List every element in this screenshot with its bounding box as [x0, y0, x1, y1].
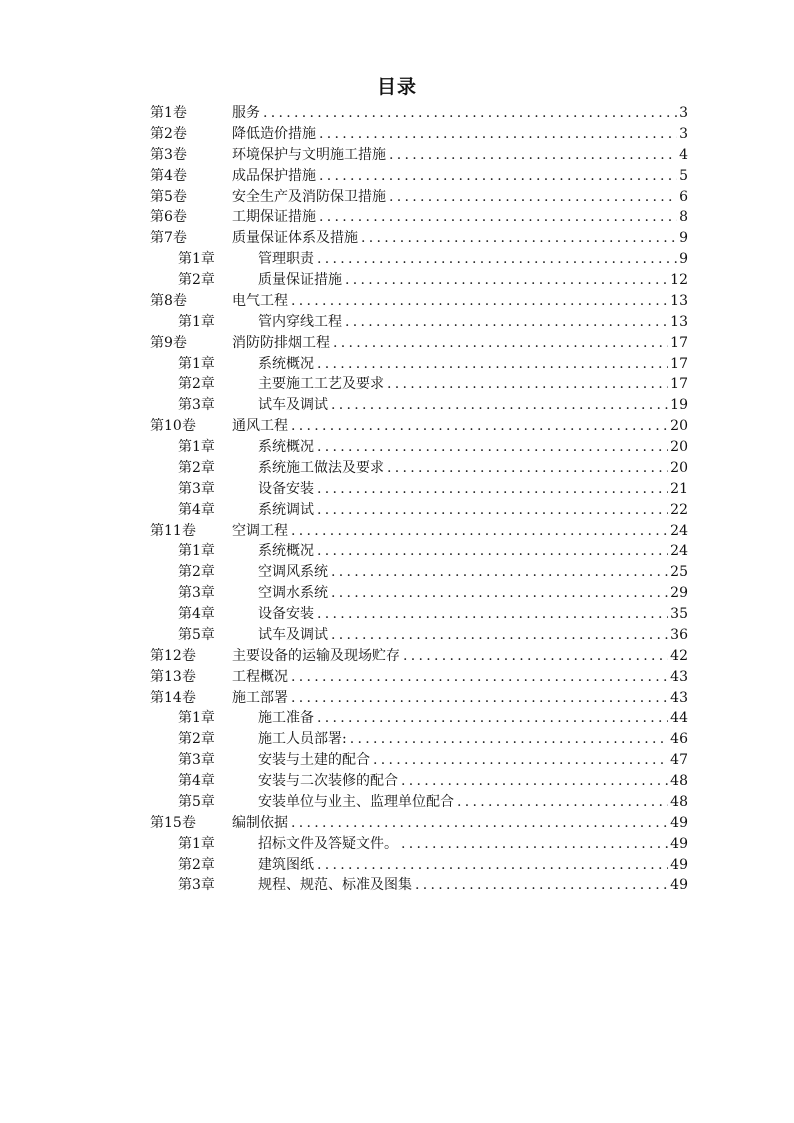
toc-entry-label: 第5章 — [178, 793, 215, 810]
toc-entry-title: 电气工程 — [232, 292, 288, 309]
toc-entry-page: 47 — [670, 752, 688, 769]
toc-dot-leader — [317, 708, 668, 729]
toc-dot-leader — [319, 124, 677, 145]
toc-entry-page: 29 — [670, 585, 688, 602]
toc-entry-page: 3 — [679, 125, 688, 142]
toc-entry-page: 12 — [670, 272, 688, 288]
toc-entry-page: 13 — [670, 292, 688, 309]
toc-chapter-entry[interactable] — [150, 562, 688, 583]
toc-dot-leader — [317, 500, 668, 521]
toc-entry-label: 第9卷 — [150, 334, 187, 351]
toc-entry-label: 第12卷 — [150, 647, 196, 664]
toc-entry-page: 17 — [670, 355, 688, 372]
toc-entry-label: 第14卷 — [150, 689, 196, 706]
toc-entry-label: 第1章 — [178, 543, 215, 560]
toc-entry-label: 第1章 — [178, 710, 215, 727]
toc-dot-leader — [401, 771, 668, 792]
toc-entry-page: 13 — [670, 313, 688, 330]
toc-entry-title: 质量保证体系及措施 — [232, 230, 358, 247]
toc-entry-label: 第10卷 — [150, 418, 196, 435]
toc-entry-title: 设备安装 — [258, 606, 314, 622]
toc-dot-leader — [317, 479, 668, 500]
toc-entry-page: 49 — [670, 856, 688, 873]
toc-entry-page: 8 — [679, 209, 688, 226]
toc-entry-title: 施工准备 — [258, 710, 314, 727]
toc-volume-entry[interactable] — [150, 166, 688, 187]
toc-entry-page: 25 — [670, 564, 688, 581]
toc-dot-leader — [331, 395, 668, 416]
toc-entry-title: 工程概况 — [232, 668, 288, 685]
toc-entry-label: 第3章 — [178, 585, 215, 602]
toc-chapter-entry[interactable] — [150, 625, 688, 646]
toc-entry-label: 第5章 — [178, 626, 215, 643]
toc-entry-title: 系统概况 — [258, 355, 314, 372]
toc-chapter-entry[interactable] — [150, 729, 688, 750]
toc-chapter-entry[interactable] — [150, 855, 688, 876]
toc-entry-title: 空调工程 — [232, 522, 288, 539]
toc-entry-page: 48 — [670, 773, 688, 789]
toc-entry-label: 第1章 — [178, 835, 215, 852]
toc-entry-label: 第1卷 — [150, 105, 187, 121]
toc-dot-leader — [291, 291, 668, 312]
toc-entry-title: 试车及调试 — [258, 397, 328, 414]
toc-dot-leader — [387, 374, 668, 395]
toc-entry-label: 第13卷 — [150, 668, 196, 685]
toc-dot-leader — [361, 228, 677, 249]
toc-entry-title: 空调水系统 — [258, 585, 328, 602]
toc-dot-leader — [345, 312, 668, 333]
toc-chapter-entry[interactable] — [150, 458, 688, 479]
toc-chapter-entry[interactable] — [150, 792, 688, 813]
toc-dot-leader — [319, 207, 677, 228]
toc-entry-title: 招标文件及答疑文件。 — [258, 835, 398, 852]
toc-entry-label: 第7卷 — [150, 230, 187, 247]
toc-entry-page: 24 — [670, 522, 688, 539]
toc-entry-title: 编制依据 — [232, 814, 288, 831]
toc-chapter-entry[interactable] — [150, 437, 688, 458]
toc-dot-leader — [317, 855, 668, 876]
toc-chapter-entry[interactable] — [150, 583, 688, 604]
toc-entry-page: 24 — [670, 543, 688, 560]
toc-entry-title: 降低造价措施 — [232, 125, 316, 142]
toc-entry-title: 系统施工做法及要求 — [258, 459, 384, 476]
toc-entry-page: 36 — [670, 626, 688, 643]
toc-volume-entry[interactable] — [150, 228, 688, 249]
toc-volume-entry[interactable] — [150, 688, 688, 709]
toc-entry-label: 第6卷 — [150, 209, 187, 226]
toc-entry-title: 施工人员部署: — [258, 731, 347, 748]
toc-entry-label: 第2章 — [178, 376, 215, 393]
toc-chapter-entry[interactable] — [150, 541, 688, 562]
toc-entry-page: 48 — [670, 793, 688, 810]
toc-entry-page: 3 — [679, 105, 688, 121]
toc-entry-label: 第2章 — [178, 856, 215, 873]
toc-entry-title: 系统概况 — [258, 543, 314, 560]
toc-entry-page: 22 — [670, 501, 688, 518]
toc-entry-title: 管理职责 — [258, 251, 314, 268]
toc-dot-leader — [291, 521, 668, 542]
toc-dot-leader — [317, 354, 668, 375]
toc-volume-entry[interactable] — [150, 333, 688, 354]
toc-entry-page: 17 — [670, 376, 688, 393]
toc-dot-leader — [291, 688, 668, 709]
toc-entry-title: 设备安装 — [258, 480, 314, 497]
toc-entry-label: 第3章 — [178, 877, 215, 894]
toc-entry-page: 20 — [670, 439, 688, 455]
toc-entry-title: 消防防排烟工程 — [232, 334, 330, 351]
toc-entry-title: 工期保证措施 — [232, 209, 316, 226]
toc-entry-label: 第2章 — [178, 459, 215, 476]
toc-dot-leader — [333, 333, 668, 354]
toc-entry-page: 20 — [670, 418, 688, 435]
toc-entry-page: 4 — [679, 146, 688, 163]
toc-volume-entry[interactable] — [150, 646, 688, 667]
toc-volume-entry[interactable] — [150, 416, 688, 437]
toc-dot-leader — [331, 625, 668, 646]
toc-entry-title: 规程、规范、标准及图集 — [258, 877, 412, 894]
toc-dot-leader — [415, 875, 668, 896]
toc-chapter-entry[interactable] — [150, 834, 688, 855]
toc-entry-label: 第1章 — [178, 313, 215, 330]
toc-chapter-entry[interactable] — [150, 771, 688, 792]
toc-dot-leader — [263, 103, 677, 124]
toc-entry-title: 主要施工工艺及要求 — [258, 376, 384, 393]
toc-dot-leader — [317, 541, 668, 562]
toc-dot-leader — [317, 604, 668, 625]
toc-entry-label: 第1章 — [178, 355, 215, 372]
toc-entry-page: 9 — [679, 251, 688, 268]
toc-entry-page: 44 — [670, 710, 688, 727]
toc-entry-label: 第5卷 — [150, 188, 187, 205]
toc-dot-leader — [317, 249, 677, 270]
toc-entry-title: 安全生产及消防保卫措施 — [232, 188, 386, 205]
toc-entry-page: 49 — [670, 814, 688, 831]
toc-entry-label: 第3卷 — [150, 146, 187, 163]
table-of-contents — [150, 103, 688, 896]
toc-entry-page: 49 — [670, 835, 688, 852]
toc-entry-label: 第3章 — [178, 397, 215, 414]
page-title: 目录 — [376, 76, 417, 98]
toc-volume-entry[interactable] — [150, 124, 688, 145]
toc-volume-entry[interactable] — [150, 521, 688, 542]
toc-volume-entry[interactable] — [150, 207, 688, 228]
toc-dot-leader — [291, 416, 668, 437]
toc-entry-title: 系统概况 — [258, 439, 314, 455]
toc-entry-title: 安装与土建的配合 — [258, 752, 370, 769]
toc-chapter-entry[interactable] — [150, 604, 688, 625]
toc-entry-page: 20 — [670, 459, 688, 476]
toc-entry-title: 空调风系统 — [258, 564, 328, 581]
toc-entry-title: 管内穿线工程 — [258, 313, 342, 330]
toc-entry-page: 9 — [679, 230, 688, 247]
toc-entry-label: 第15卷 — [150, 814, 196, 831]
toc-chapter-entry[interactable] — [150, 750, 688, 771]
toc-entry-label: 第2章 — [178, 731, 215, 748]
toc-entry-title: 系统调试 — [258, 501, 314, 518]
toc-entry-page: 19 — [670, 397, 688, 414]
toc-volume-entry[interactable] — [150, 145, 688, 166]
toc-entry-label: 第1章 — [178, 251, 215, 268]
toc-chapter-entry[interactable] — [150, 479, 688, 500]
toc-volume-entry[interactable] — [150, 103, 688, 124]
toc-entry-title: 质量保证措施 — [258, 272, 342, 288]
toc-entry-page: 42 — [670, 647, 688, 664]
toc-entry-label: 第3章 — [178, 480, 215, 497]
toc-entry-page: 49 — [670, 877, 688, 894]
toc-chapter-entry[interactable] — [150, 354, 688, 375]
toc-chapter-entry[interactable] — [150, 500, 688, 521]
toc-entry-title: 安装与二次装修的配合 — [258, 773, 398, 789]
toc-entry-page: 43 — [670, 668, 688, 685]
toc-entry-title: 环境保护与文明施工措施 — [232, 146, 386, 163]
toc-dot-leader — [389, 187, 677, 208]
toc-entry-page: 46 — [670, 731, 688, 748]
toc-entry-label: 第2章 — [178, 272, 215, 288]
toc-chapter-entry[interactable] — [150, 249, 688, 270]
toc-dot-leader — [331, 583, 668, 604]
toc-entry-label: 第4章 — [178, 501, 215, 518]
toc-entry-page: 5 — [679, 167, 688, 184]
toc-dot-leader — [457, 792, 668, 813]
toc-entry-label: 第11卷 — [150, 522, 196, 539]
toc-entry-page: 35 — [670, 606, 688, 622]
toc-volume-entry[interactable] — [150, 667, 688, 688]
toc-chapter-entry[interactable] — [150, 395, 688, 416]
toc-chapter-entry[interactable] — [150, 312, 688, 333]
toc-dot-leader — [291, 813, 668, 834]
toc-entry-label: 第1章 — [178, 439, 215, 455]
toc-dot-leader — [403, 646, 668, 667]
toc-entry-label: 第3章 — [178, 752, 215, 769]
toc-dot-leader — [317, 437, 668, 458]
toc-entry-title: 安装单位与业主、监理单位配合 — [258, 793, 454, 810]
toc-entry-title: 服务 — [232, 105, 260, 121]
toc-entry-page: 43 — [670, 689, 688, 706]
toc-dot-leader — [319, 166, 677, 187]
toc-dot-leader — [350, 729, 668, 750]
toc-volume-entry[interactable] — [150, 813, 688, 834]
toc-dot-leader — [373, 750, 668, 771]
toc-entry-page: 6 — [679, 188, 688, 205]
toc-chapter-entry[interactable] — [150, 270, 688, 291]
toc-entry-label: 第2章 — [178, 564, 215, 581]
toc-dot-leader — [331, 562, 668, 583]
toc-entry-label: 第4卷 — [150, 167, 187, 184]
toc-dot-leader — [401, 834, 668, 855]
toc-entry-title: 通风工程 — [232, 418, 288, 435]
toc-dot-leader — [389, 145, 677, 166]
toc-dot-leader — [291, 667, 668, 688]
toc-entry-label: 第4章 — [178, 773, 215, 789]
toc-chapter-entry[interactable] — [150, 875, 688, 896]
toc-entry-label: 第2卷 — [150, 125, 187, 142]
toc-entry-title: 建筑图纸 — [258, 856, 314, 873]
toc-entry-label: 第8卷 — [150, 292, 187, 309]
toc-entry-page: 21 — [670, 480, 688, 497]
toc-chapter-entry[interactable] — [150, 708, 688, 729]
toc-entry-title: 施工部署 — [232, 689, 288, 706]
toc-entry-label: 第4章 — [178, 606, 215, 622]
toc-dot-leader — [345, 270, 668, 291]
toc-chapter-entry[interactable] — [150, 374, 688, 395]
toc-entry-title: 试车及调试 — [258, 626, 328, 643]
toc-entry-title: 成品保护措施 — [232, 167, 316, 184]
toc-entry-page: 17 — [670, 334, 688, 351]
toc-volume-entry[interactable] — [150, 291, 688, 312]
toc-entry-title: 主要设备的运输及现场贮存 — [232, 647, 400, 664]
toc-dot-leader — [387, 458, 668, 479]
toc-volume-entry[interactable] — [150, 187, 688, 208]
